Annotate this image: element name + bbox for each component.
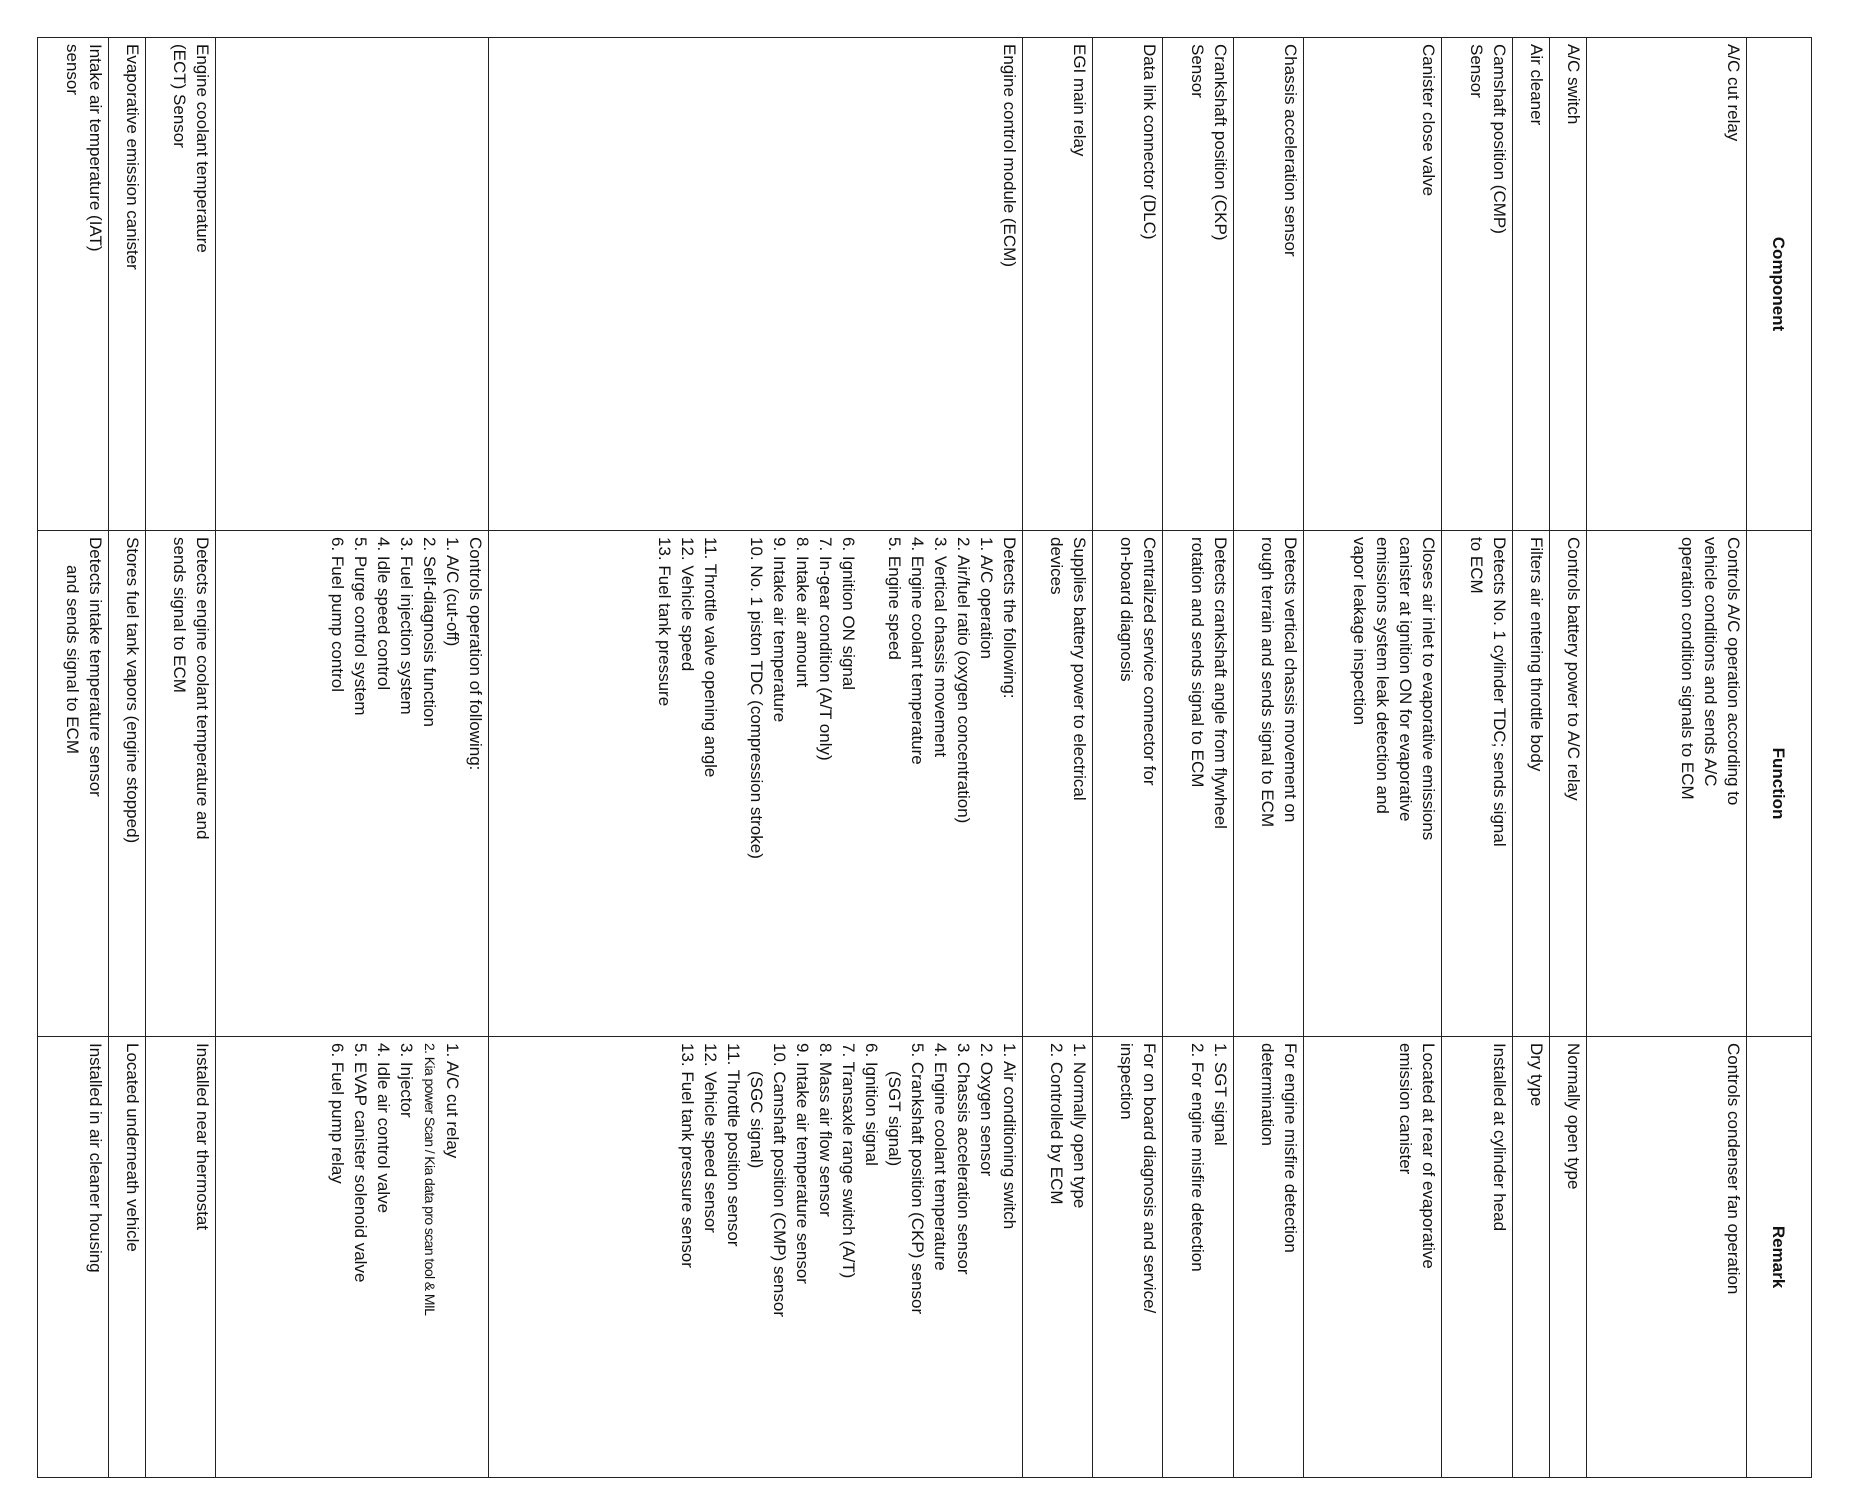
component-cell: A/C cut relay: [1587, 38, 1747, 531]
table-row: [1233, 38, 1303, 1478]
function-cell: Centralized service connector for on-board diagnosis: [1093, 531, 1163, 1037]
function-cell: Closes air inlet to evaporative emissions canister at ignition ON for evaporative emissions system leak detection and vapor leakage inspection: [1304, 531, 1442, 1037]
function-cell: Detects intake temperature sensor and sends signal to ECM: [38, 531, 109, 1037]
rotated-table-wrapper: [37, 37, 1812, 1477]
header-remark: Remark: [1747, 1037, 1812, 1478]
component-cell: Canister close valve: [1304, 38, 1442, 531]
function-cell: Detects the following: 1. A/C operation 2. Air/fuel ratio (oxygen concentration) 3. Vertical chassis movement 4. Engine coolant temperature 5. Engine speed 6. Ignition ON signal 7. In-gear condition (A/T only) 8. Intake air amount 9. Intake air temperature 10. No. 1 piston TDC (compression stroke) 11. Throttle valve opening angle 12. Vehicle speed 13. Fuel tank pressure: [489, 531, 1022, 1037]
component-cell: Evaporative emission canister: [108, 38, 145, 531]
component-cell: Air cleaner: [1512, 38, 1549, 531]
table-row: [1550, 38, 1587, 1478]
remark-cell: For on board diagnosis and service/ inspection: [1093, 1037, 1163, 1478]
component-cell: Crankshaft position (CKP) Sensor: [1163, 38, 1233, 531]
function-cell: Controls battery power to A/C relay: [1550, 531, 1587, 1037]
table-row: [1093, 38, 1163, 1478]
remark-cell: For engine misfire detection determination: [1233, 1037, 1303, 1478]
remark-cell: Dry type: [1512, 1037, 1549, 1478]
remark-cell: Installed near thermostat: [145, 1037, 215, 1478]
component-table: [37, 37, 1812, 1478]
remark-cell: 1. A/C cut relay 2. Kia power Scan / Kia data pro scan tool & MIL 3. Injector 4. Idle air control valve 5. EVAP canister solenoid valve 6. Fuel pump relay: [216, 1037, 489, 1478]
component-cell: Data link connector (DLC): [1093, 38, 1163, 531]
function-cell: Stores fuel tank vapors (engine stopped): [108, 531, 145, 1037]
remark-cell: Normally open type: [1550, 1037, 1587, 1478]
function-cell: Filters air entering throttle body: [1512, 531, 1549, 1037]
function-cell: Detects vertical chassis movement on rough terrain and sends signal to ECM: [1233, 531, 1303, 1037]
component-cell: A/C switch: [1550, 38, 1587, 531]
table-header-row: [1747, 38, 1812, 1478]
component-cell: Intake air temperature (IAT) sensor: [38, 38, 109, 531]
remark-cell: Located underneath vehicle: [108, 1037, 145, 1478]
remark-cell: Installed in air cleaner housing: [38, 1037, 109, 1478]
component-cell: EGI main relay: [1022, 38, 1092, 531]
table-row: [145, 38, 215, 1478]
component-cell: Chassis acceleration sensor: [1233, 38, 1303, 531]
remark-cell: 1. Air conditioning switch 2. Oxygen sensor 3. Chassis acceleration sensor 4. Engine coolant temperature 5. Crankshaft position (CKP) sensor (SGT signal) 6. Ignition signal 7. Transaxle range switch (A/T) 8. Mass air flow sensor 9. Intake air temperature sensor 10. Camshaft position (CMP) sensor (SGC signal) 11. Throttle position sensor 12. Vehicle speed sensor 13. Fuel tank pressure sensor: [489, 1037, 1022, 1478]
table-row: [38, 38, 109, 1478]
table-row: [489, 38, 1022, 1478]
remark-cell: 1. SGT signal 2. For engine misfire detection: [1163, 1037, 1233, 1478]
component-cell: Engine coolant temperature (ECT) Sensor: [145, 38, 215, 531]
header-function: Function: [1747, 531, 1812, 1037]
remark-cell: 1. Normally open type 2. Controlled by ECM: [1022, 1037, 1092, 1478]
header-component: Component: [1747, 38, 1812, 531]
function-cell: Detects crankshaft angle from flywheel rotation and sends signal to ECM: [1163, 531, 1233, 1037]
function-cell: Supplies battery power to electrical devices: [1022, 531, 1092, 1037]
remark-cell: Installed at cylinder head: [1442, 1037, 1512, 1478]
component-cell: Engine control module (ECM): [489, 38, 1022, 531]
table-row: [1163, 38, 1233, 1478]
remark-cell: Controls condenser fan operation: [1587, 1037, 1747, 1478]
remark-cell: Located at rear of evaporative emission canister: [1304, 1037, 1442, 1478]
function-cell: Detects No. 1 cylinder TDC; sends signal to ECM: [1442, 531, 1512, 1037]
component-cell: [216, 38, 489, 531]
table-row: [1512, 38, 1549, 1478]
table-row: [216, 38, 489, 1478]
table-row: [1587, 38, 1747, 1478]
function-cell: Controls A/C operation according to vehicle conditions and sends A/C operation condition signals to ECM: [1587, 531, 1747, 1037]
function-cell: Detects engine coolant temperature and sends signal to ECM: [145, 531, 215, 1037]
table-row: [1442, 38, 1512, 1478]
table-row: [108, 38, 145, 1478]
table-row: [1304, 38, 1442, 1478]
table-row: [1022, 38, 1092, 1478]
function-cell: Controls operation of following: 1. A/C (cut-off) 2. Self-diagnosis function 3. Fuel injection system 4. Idle speed control 5. Purge control system 6. Fuel pump control: [216, 531, 489, 1037]
component-cell: Camshaft position (CMP) Sensor: [1442, 38, 1512, 531]
